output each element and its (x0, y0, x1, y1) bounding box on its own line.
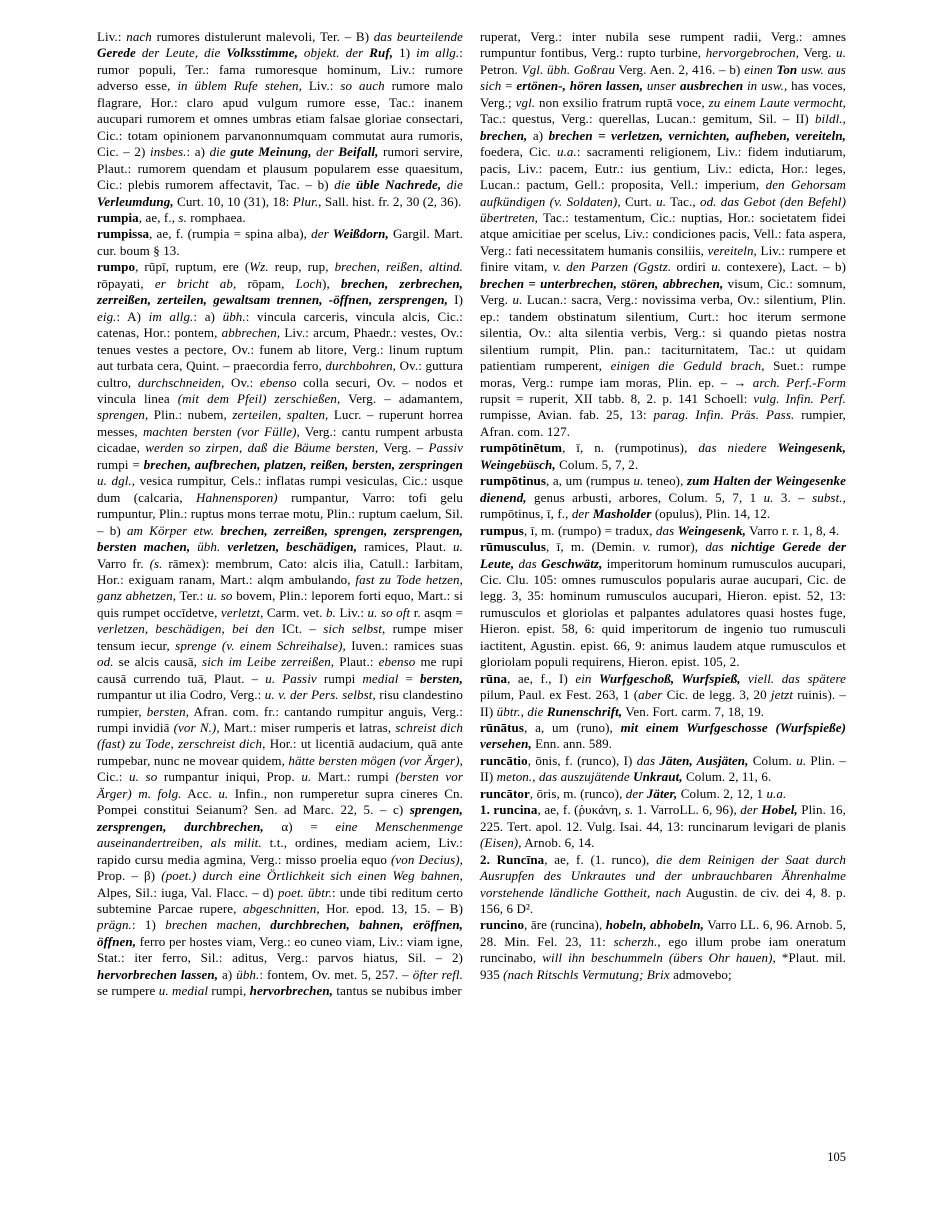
dictionary-entry: rumpo, rūpī, ruptum, ere (Wz. reup, rup, brechen, reißen, altind. rōpayati, er bricht ab, rōpam, Loch), brechen, zerbrechen, zerreißen, zerteilen, gewaltsam trennen, -öffnen, zersprengen, I) eig.: A) im allg.: a) übh.: vincula carceris, vincula alcis, Cic.: catenas, Hor.: pontem, abbrechen, Liv.: arcum, Phaedr.: vestes, Ov.: tenues vestes a pectore, Ov.: funem ab litore, Verg.: linum ruptum aut turbata cera, Quint. – praecordia ferro, durchbohren, Ov.: guttura cultro, durchschneiden, Ov.: ebenso colla securi, Ov. – nodos et vincula linea (mit dem Pfeil) zerschießen, Verg. – adamantem, sprengen, Plin.: nubem, zerteilen, spalten, Lucr. – ruperunt horrea messes, machten bersten (vor Fülle), Verg.: cantu rumpent arbusta cicadae, werden so zirpen, daß die Bäume bersten, Verg. – Passiv rumpi = brechen, aufbrechen, platzen, reißen, bersten, zerspringen u. dgl., vesica rumpitur, Cels.: inflatas rumpi vesiculas, Cic.: usque dum (calcaria, Hahnensporen) rumpantur, Varro: tofi gelu rumpuntur, Plin.: ruptus mons terrae motu, Plin.: ruptum caelum, Sil. – b) am Körper etw. brechen, zerreißen, sprengen, zersprengen, bersten machen, übh. verletzen, beschädigen, ramices, Plaut. u. Varro fr. (s. rāmex): membrum, Cato: alcis ilia, Catull.: Iarbitam, Hor.: exiguam ranam, Mart.: alqm ambulando, fast zu Tode hetzen, ganz abhetzen, Ter.: u. so bovem, Plin.: leporem forti equo, Mart.: si quis rumpet occīdetve, verletzt, Carm. vet. b. Liv.: u. so oft r. asqm = verletzen, beschädigen, bei den ICt. – sich selbst, rumpe miser tensum iecur, sprenge (v. einem Schreihalse), Iuven.: ramices suas od. se alcis causā, sich im Leibe zerreißen, Plaut.: ebenso me rupi causā currendo tuā, Plaut. – u. Passiv rumpi medial = bersten, rumpantur ut ilia Codro, Verg.: u. v. der Pers. selbst, risu clandestino rumpier, bersten, Afran. com. fr.: cantando rumpitur anguis, Verg.: rumpi invidiā (vor N.), Mart.: miser rumperis et latras, schreist dich (fast) zu Tode, zerschreist dich, Hor.: ut licentiā audacium, quā ante rumpebar, nunc ne movear quidem, hätte bersten mögen (vor Ärger), Cic.: u. so rumpantur iniqui, Prop. u. Mart.: rumpi (bersten vor Ärger) m. folg. Acc. u. Infin., non rumperetur supra cineres Cn. Pompei constitui Seianum? Sen. ad Marc. 22, 5. – c) sprengen, zersprengen, durchbrechen, α) = eine Menschenmenge auseinandertreiben, als milit. t.t., ordines, mediam aciem, Liv.: rapido cursu media agmina, Verg.: misso proelia equo (von Decius), Prop. – β) (poet.) durch eine Örtlichkeit sich einen Weg bahnen, Alpes, Sil.: iuga, Val. Flacc. – d) poet. übtr.: unde tibi reditum certo subtemine Parcae rupere, abgeschnitten, Hor. epod. 13, 15. – B) prägn.: 1) brechen machen, durchbrechen, bahnen, eröffnen, öffnen, ferro per hostes viam, Verg.: eo cuneo viam, Liv.: viam igne, Stat.: iter ferro, Sil.: aditus, Verg.: parvos hiatus, Sil. – 2) hervorbrechen lassen, a) übh.: fontem, Ov. met. 5, 257. – öfter refl. se rumpere u. medial rumpi, hervorbrechen, tantus se nubibus imber (97, 259, 464, 999)
dictionary-entry: rūna, ae, f., I) ein Wurfgeschoß, Wurfspieß, viell. das spätere pilum, Paul. ex Fest. 263, 1 (aber Cic. de legg. 3, 20 jetzt ruinis). – II) übtr., die Runenschrift, Ven. Fort. carm. 7, 18, 19. (480, 670, 846, 719)
page-number: 105 (827, 1150, 846, 1164)
dictionary-entry: rūnātus, a, um (runo), mit einem Wurfgeschosse (Wurfspieße) versehen, Enn. ann. 589. (480, 720, 846, 752)
text-column-right (480, 29, 846, 983)
dictionary-entry: rumpissa, ae, f. (rumpia = spina alba), der Weißdorn, Gargil. Mart. cur. boum § 13. (97, 226, 463, 258)
dictionary-entry: rumpōtinus, a, um (rumpus u. teneo), zum Halten der Weingesenke dienend, genus arbusti, arbores, Colum. 5, 7, 1 u. 3. – subst., rumpōtinus, ī, f., der Masholder (opulus), Plin. 14, 12. (480, 473, 846, 522)
dictionary-entry: rumpia, ae, f., s. romphaea. (97, 209, 246, 225)
dictionary-entry: runcātor, ōris, m. (runco), der Jäter, Colum. 2, 12, 1 u.a. (480, 785, 787, 801)
dictionary-entry: Liv.: nach rumores distulerunt malevoli, Ter. – B) das beurteilende Gerede der Leute, die Volksstimme, objekt. der Ruf, 1) im allg.: rumor populi, Ter.: fama rumoresque hominum, Liv.: rumore adverso esse, in üblem Rufe stehen, Liv.: so auch rumore malo flagrare, Hor.: claro apud vulgum rumore esse, Tac.: inanem aucupari rumorem et omnes umbras etiam falsae gloriae consectari, Cic.: totam opinionem parvanonnumquam commutat aura rumoris, Cic. – 2) insbes.: a) die gute Meinung, der Beifall, rumori servire, Plaut.: rumorem quendam et plausum popularem esse quaesitum, Cic.: plebis rumorem affectavit, Tac. – b) die üble Nachrede, die Verleumdung, Curt. 10, 10 (31), 18: Plur., Sall. hist. fr. 2, 30 (2, 36). (97, 29, 463, 209)
dictionary-entry: rumpus, ī, m. (rumpo) = tradux, das Weingesenk, Varro r. r. 1, 8, 4. (480, 522, 840, 538)
dictionary-entry: rūmusculus, ī, m. (Demin. v. rumor), das nichtige Gerede der Leute, das Geschwätz, imperitorum hominum rumusculos aucupari, Cic. Clu. 105: omnes rumusculos popularis aurae aucupari, Cic. de legg. 3, 35: hominum rumusculos aucupari, Hieron. epist. 52, 13: rumusculos et gloriolas et palpantes adulatores quasi hostes fuge, Hieron. epist. 58, 6: quid imperitorum de ingenio tuo rumusculi iactitent, Agustin. epist. 66, 9: animus laudem atque rumusculos et gloriolam populi requirens, Hieron. epist. 105, 2. (480, 539, 846, 670)
dictionary-entry: runcātio, ōnis, f. (runco), I) das Jäten, Ausjäten, Colum. u. Plin. – II) meton., das auszujätende Unkraut, Colum. 2, 11, 6. (480, 752, 846, 785)
text-column-left (97, 29, 463, 1000)
dictionary-entry: rumpōtinētum, ī, n. (rumpotinus), das niedere Weingesenk, Weingebüsch, Colum. 5, 7, 2. (480, 440, 846, 472)
dictionary-entry: runcino, āre (runcina), hobeln, abhobeln, Varro LL. 6, 96. Arnob. 5, 28. Min. Fel. 23, 11: scherzh., ego illum probe iam oneratum runcinabo, will ihn beschummeln (übers Ohr hauen), *Plaut. mil. 935 (nach Ritschls Vermutung; Brix admovebo; (480, 917, 846, 982)
dictionary-entry: ruperat, Verg.: inter nubila sese rumpent radii, Verg.: amnes rumpuntur fontibus, Verg.: rupto turbine, hervorgebrochen, Verg. u. Petron. Vgl. übh. Goßrau Verg. Aen. 2, 416. – b) einen Ton usw. aus sich = ertönen-, hören lassen, unser ausbrechen in usw., has voces, Verg.; vgl. non exsilio fratrum ruptā voce, zu einem Laute vermocht, Tac.: questus, Verg.: querellas, Lucan.: gemitum, Sil. – II) bildl., brechen, a) brechen = verletzen, vernichten, aufheben, vereiteln, foedera, Cic. u.a.: sacramenti religionem, Liv.: fidem indutiarum, pacis, Liv.: pacem, Eutr.: ius gentium, Liv.: edicta, Hor.: leges, Lucan.: pactum, Gell.: proposita, Vell.: imperium, den Gehorsam aufkündigen (v. Soldaten), Curt. u. Tac., od. das Gebot (den Befehl) übertreten, Tac.: testamentum, Cic.: nuptias, Hor.: societatem fidei atque amicitiae per scelus, Liv.: condiciones pacis, Vell.: fata aspera, Verg.: fati necessitatem humanis consiliis, vereiteln, Liv.: rumpere et finire vitam, v. den Parzen (Ggstz. ordiri u. contexere), Lact. – b) brechen = unterbrechen, stören, abbrechen, visum, Cic.: somnum, Verg. u. Lucan.: sacra, Verg.: novissima verba, Ov.: silentium, Plin. ep.: tandem obstinatum silentium, Curt.: hoc iterum sermone silentia, Ov.: alta silentia verbis, Verg.: si quando pietas nostra silentium rumpit, Plin. pan.: taciturnitatem, Tac.: ut quidam patientiam rumperent, einigen die Geduld brach, Suet.: rumpe moras, Verg.: rumpe iam moras, Plin. ep. – → arch. Perf.-Form rupsit = ruperit, XII tabb. 8, 2. p. 141 Schoell: vulg. Infin. Perf. rumpisse, Avian. fab. 25, 13: parag. Infin. Präs. Pass. rumpier, Afran. com. 127. (480, 29, 847, 439)
dictionary-entry: 2. Runcīna, ae, f. (1. runco), die dem Reinigen der Saat durch Ausrupfen des Unkrautes und der unbrauchbaren Ährenhalme vorstehende ländliche Gottheit, nach Augustin. de civ. dei 4, 8. p. 156, 6 D². (480, 851, 846, 917)
dictionary-entry: 1. runcina, ae, f. (ῥυκάνη, s. 1. VarroLL. 6, 96), der Hobel, Plin. 16, 225. Tert. apol. 12. Vulg. Isai. 44, 13: runcinarum levigari de planis (Eisen), Arnob. 6, 14. (480, 802, 846, 851)
